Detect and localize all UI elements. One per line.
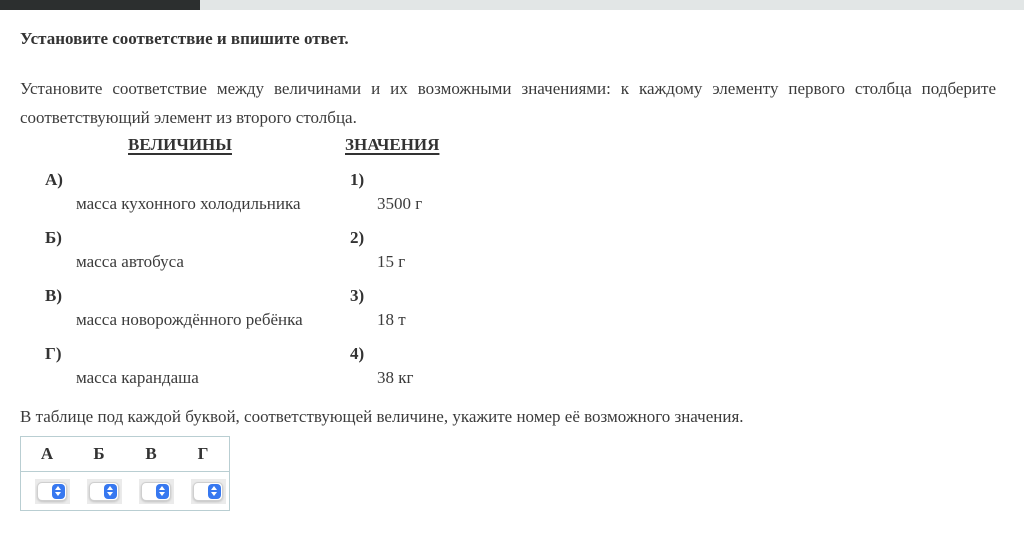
- chevron-down-icon: [159, 492, 165, 496]
- chevron-up-icon: [211, 486, 217, 490]
- answer-select-g[interactable]: [191, 479, 226, 504]
- pair-letter: Б): [45, 228, 62, 247]
- match-pair-b: [20, 226, 996, 274]
- chevron-up-icon: [55, 486, 61, 490]
- chevron-up-icon: [107, 486, 113, 490]
- answer-table-header-v: В: [145, 444, 157, 463]
- answer-table-input-row: [21, 472, 229, 510]
- select-stepper-icon: [104, 484, 117, 499]
- top-bar-dark-segment: [0, 0, 200, 10]
- answer-table-header-row: [21, 437, 229, 472]
- pair-left: [45, 226, 315, 274]
- answer-select-a[interactable]: [35, 479, 70, 504]
- pair-letter: А): [45, 170, 63, 189]
- pair-value: 3500 г: [377, 194, 423, 213]
- question-page: [0, 28, 1024, 511]
- answer-select-v[interactable]: [139, 479, 174, 504]
- select-control: [89, 482, 119, 501]
- pair-right: [345, 168, 996, 216]
- match-pair-g: [20, 342, 996, 390]
- pair-right: [345, 226, 996, 274]
- pair-label: масса новорождённого ребёнка: [76, 310, 303, 329]
- pair-letter: В): [45, 286, 62, 305]
- answer-select-b[interactable]: [87, 479, 122, 504]
- pair-label: масса автобуса: [76, 252, 184, 271]
- pair-value: 15 г: [377, 252, 406, 271]
- pair-left: [45, 284, 315, 332]
- select-control: [193, 482, 223, 501]
- answer-table-header-g: Г: [197, 444, 209, 463]
- answer-table-header-b: Б: [93, 444, 105, 463]
- select-stepper-icon: [156, 484, 169, 499]
- pair-left: [45, 342, 315, 390]
- left-column-header: ВЕЛИЧИНЫ: [128, 135, 232, 154]
- select-control: [141, 482, 171, 501]
- match-column-headers: [20, 134, 996, 156]
- answer-cell-a: [21, 479, 73, 504]
- select-control: [37, 482, 67, 501]
- answer-instruction: В таблице под каждой буквой, соответствующей величине, укажите номер её возможного значения.: [20, 407, 744, 426]
- right-column-header: ЗНАЧЕНИЯ: [345, 135, 440, 154]
- pair-right: [345, 342, 996, 390]
- question-intro: Установите соответствие между величинами и их возможными значениями: к каждому элементу первого столбца подберите соответствующий элемент из второго столбца.: [20, 79, 996, 127]
- match-list: [20, 168, 996, 390]
- chevron-down-icon: [211, 492, 217, 496]
- pair-right: [345, 284, 996, 332]
- pair-number: 1): [350, 170, 365, 189]
- pair-left: [45, 168, 315, 216]
- pair-number: 2): [350, 228, 365, 247]
- pair-number: 4): [350, 344, 365, 363]
- top-bar: [0, 0, 1024, 10]
- pair-number: 3): [350, 286, 365, 305]
- match-pair-v: [20, 284, 996, 332]
- answer-cell-g: [177, 479, 229, 504]
- answer-table-header-a: А: [40, 444, 54, 463]
- match-pair-a: [20, 168, 996, 216]
- question-title: Установите соответствие и впишите ответ.: [20, 29, 349, 48]
- pair-label: масса карандаша: [76, 368, 199, 387]
- answer-cell-v: [125, 479, 177, 504]
- chevron-up-icon: [159, 486, 165, 490]
- select-stepper-icon: [52, 484, 65, 499]
- answer-table: [20, 436, 230, 511]
- pair-value: 38 кг: [377, 368, 414, 387]
- chevron-down-icon: [107, 492, 113, 496]
- pair-value: 18 т: [377, 310, 406, 329]
- answer-cell-b: [73, 479, 125, 504]
- chevron-down-icon: [55, 492, 61, 496]
- select-stepper-icon: [208, 484, 221, 499]
- pair-label: масса кухонного холодильника: [76, 194, 301, 213]
- pair-letter: Г): [45, 344, 62, 363]
